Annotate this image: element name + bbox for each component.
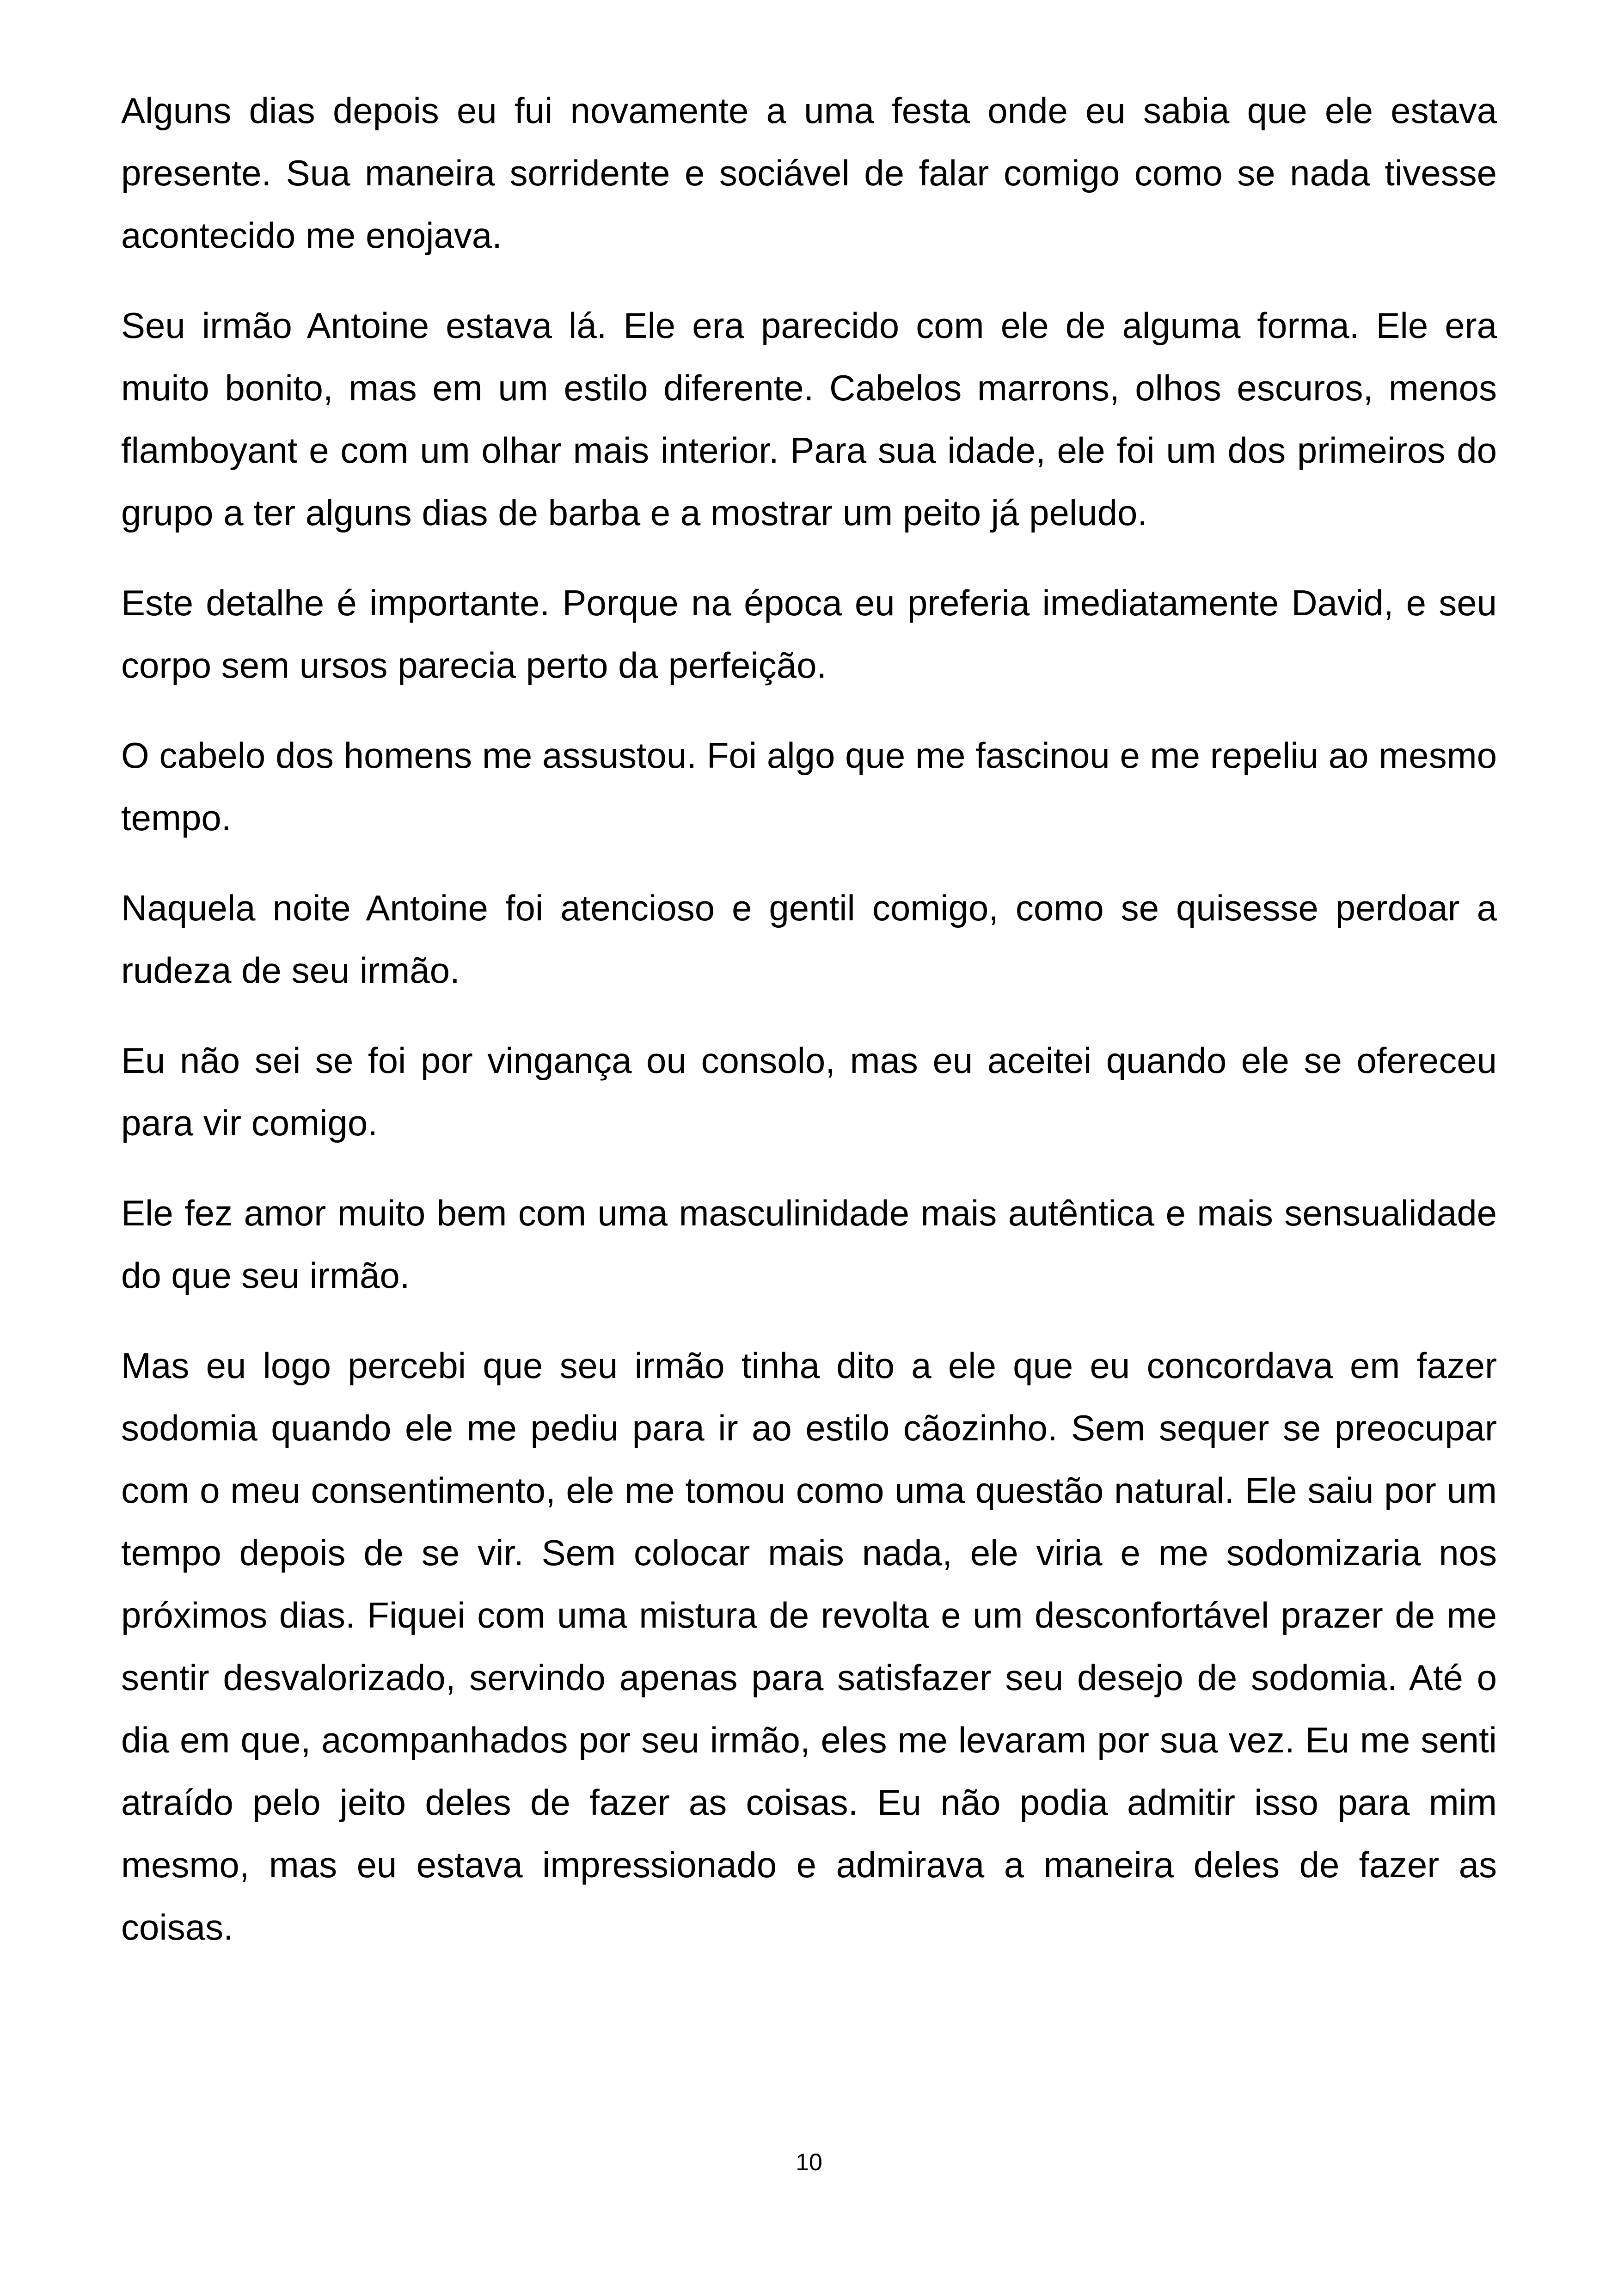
paragraph: Este detalhe é importante. Porque na época eu preferia imediatamente David, e seu corpo sem ursos parecia perto da perfeição. [121,582,1497,686]
paragraph: Eu não sei se foi por vingança ou consolo, mas eu aceitei quando ele se ofereceu para vir comigo. [121,1040,1497,1143]
paragraph: Seu irmão Antoine estava lá. Ele era parecido com ele de alguma forma. Ele era muito bonito, mas em um estilo diferente. Cabelos marrons, olhos escuros, menos flamboyant e com um olhar mais interior. Para sua idade, ele foi um dos primeiros do grupo a ter alguns dias de barba e a mostrar um peito já peludo. [121,305,1497,533]
paragraph: O cabelo dos homens me assustou. Foi algo que me fascinou e me repeliu ao mesmo tempo. [121,735,1497,838]
paragraph: Ele fez amor muito bem com uma masculinidade mais autêntica e mais sensualidade do que seu irmão. [121,1193,1497,1296]
paragraph: Alguns dias depois eu fui novamente a uma festa onde eu sabia que ele estava presente. Sua maneira sorridente e sociável de falar comigo como se nada tivesse acontecido me enojava. [121,90,1497,256]
text-body [121,80,1497,1986]
page-number: 10 [796,2149,822,2176]
paragraph: Mas eu logo percebi que seu irmão tinha dito a ele que eu concordava em fazer sodomia quando ele me pediu para ir ao estilo cãozinho. Sem sequer se preocupar com o meu consentimento, ele me tomou como uma questão natural. Ele saiu por um tempo depois de se vir. Sem colocar mais nada, ele viria e me sodomizaria nos próximos dias. Fiquei com uma mistura de revolta e um desconfortável prazer de me sentir desvalorizado, servindo apenas para satisfazer seu desejo de sodomia. Até o dia em que, acompanhados por seu irmão, eles me levaram por sua vez. Eu me senti atraído pelo jeito deles de fazer as coisas. Eu não podia admitir isso para mim mesmo, mas eu estava impressionado e admirava a maneira deles de fazer as coisas. [121,1345,1497,1947]
paragraph: Naquela noite Antoine foi atencioso e gentil comigo, como se quisesse perdoar a rudeza de seu irmão. [121,888,1497,991]
